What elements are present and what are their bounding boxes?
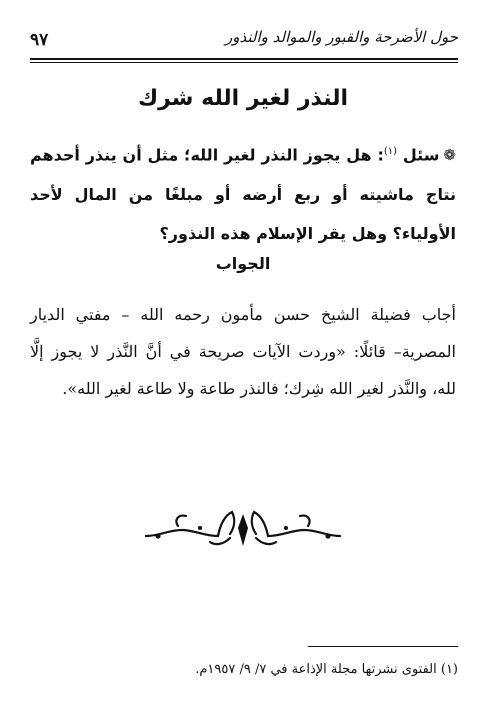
question-label: سئل xyxy=(402,145,440,165)
flower-ornament-icon: ❁ xyxy=(443,146,456,165)
running-header xyxy=(30,22,458,62)
question-text: : هل يجوز النذر لغير الله؛ مثل أن ينذر أحدهم نتاج ماشيته أو ربع أرضه أو مبلغًا من المال لأحد الأولياء؟ وهل يقر الإسلام هذه النذور؟ xyxy=(30,145,456,244)
question-paragraph xyxy=(30,132,456,253)
running-header-title: حول الأضرحة والقبور والموالد والنذور xyxy=(224,28,458,46)
header-rule-thin xyxy=(30,62,458,63)
page-number: ٩٧ xyxy=(30,30,49,50)
footnote-rule xyxy=(308,646,458,647)
decorative-divider-ornament-icon xyxy=(138,506,348,552)
answer-text: أجاب فضيلة الشيخ حسن مأمون رحمه الله – مفتي الديار المصرية– قائلًا: «وردت الآيات صريحة في أنَّ النَّذر لا يجوز إلَّا لله، والنَّذر لغير الله شِرك؛ فالنذر طاعة ولا طاعة لغير الله». xyxy=(30,305,456,398)
header-rule-thick xyxy=(30,58,458,60)
answer-heading: الجواب xyxy=(215,254,271,273)
footnote: (١) الفتوى نشرتها مجلة الإذاعة في ٧/ ٩/ ١٩٥٧م. xyxy=(195,662,458,677)
section-title: النذر لغير الله شرك xyxy=(137,86,349,111)
footnote-reference: (١) xyxy=(383,146,398,157)
